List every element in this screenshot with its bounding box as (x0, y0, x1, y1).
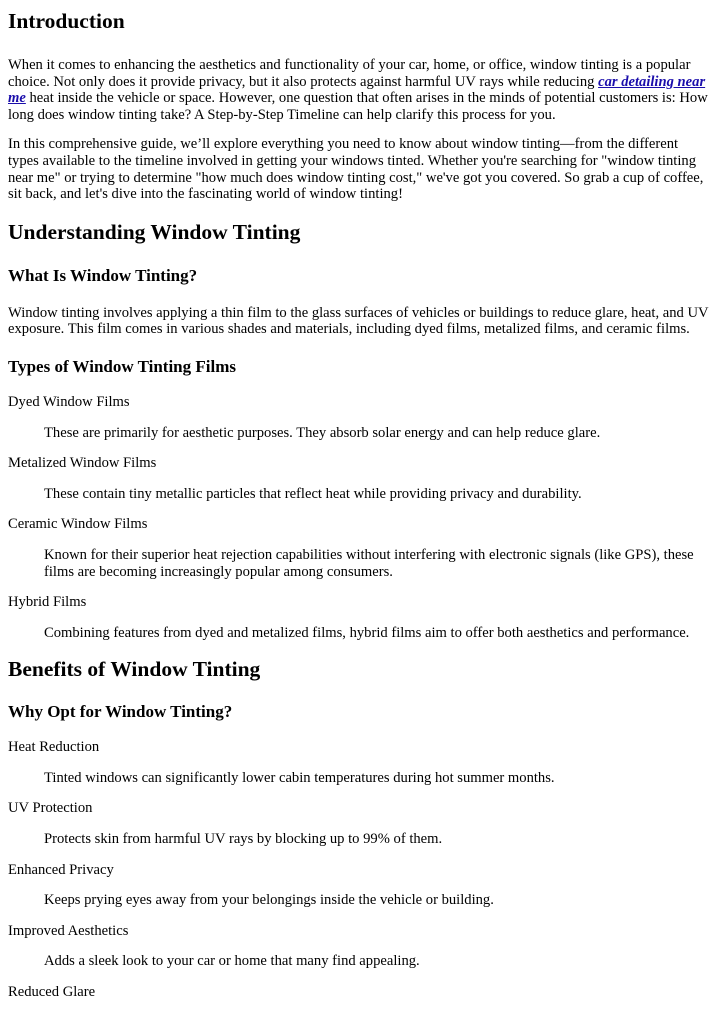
intro-text-after-link: heat inside the vehicle or space. However, one question that often arises in the minds of potential customers is: How long does window tinting take? A Step-by-Step Timeline can help clarify this process for you. (8, 90, 708, 123)
list-item (8, 862, 712, 909)
subheading-types: Types of Window Tinting Films (8, 356, 236, 376)
intro-text-before-link: When it comes to enhancing the aesthetics and functionality of your car, home, or office, window tinting is a popular choice. Not only does it provide privacy, but it also protects against harmful UV rays while reducing (8, 57, 691, 90)
type-term: Dyed Window Films (8, 393, 130, 410)
benefit-term: Improved Aesthetics (8, 922, 129, 939)
intro-paragraph-1 (8, 57, 712, 123)
type-description: Known for their superior heat rejection capabilities without interfering with electronic signals (like GPS), these films are becoming increasingly popular among consumers. (44, 546, 694, 580)
benefit-description: Protects skin from harmful UV rays by blocking up to 99% of them. (44, 831, 443, 848)
benefit-term: Reduced Glare (8, 984, 96, 1001)
benefit-term: UV Protection (8, 800, 93, 817)
list-item (8, 800, 712, 847)
list-item (8, 739, 712, 786)
what-is-paragraph: Window tinting involves applying a thin film to the glass surfaces of vehicles or buildings to reduce glare, heat, and UV exposure. This film comes in various shades and materials, including dyed films, metalized films, and ceramic films. (8, 304, 709, 338)
list-item (8, 923, 712, 970)
type-term: Metalized Window Films (8, 455, 157, 472)
benefit-description: Adds a sleek look to your car or home that many find appealing. (44, 953, 420, 970)
article (0, 9, 720, 1001)
list-item (8, 455, 712, 502)
benefit-description: Keeps prying eyes away from your belongings inside the vehicle or building. (44, 892, 494, 909)
type-description: These are primarily for aesthetic purposes. They absorb solar energy and can help reduce glare. (44, 424, 601, 441)
benefits-list (8, 739, 712, 1000)
section-heading-introduction: Introduction (8, 9, 125, 33)
type-term: Hybrid Films (8, 594, 87, 611)
intro-paragraph-2: In this comprehensive guide, we’ll explore everything you need to know about window tinting—from the different types available to the timeline involved in getting your windows tinted. Whether you're searching for "window tinting near me" or trying to determine "how much does window tinting cost," we've got you covered. So grab a cup of coffee, sit back, and let's dive into the fascinating world of window tinting! (8, 136, 704, 203)
benefit-description: Tinted windows can significantly lower cabin temperatures during hot summer months. (44, 769, 555, 786)
section-heading-understanding: Understanding Window Tinting (8, 219, 301, 244)
types-list (8, 394, 712, 641)
list-item (8, 394, 712, 441)
subheading-why-opt: Why Opt for Window Tinting? (8, 702, 233, 722)
list-item (8, 594, 712, 641)
type-term: Ceramic Window Films (8, 516, 148, 533)
section-heading-benefits: Benefits of Window Tinting (8, 657, 261, 682)
benefit-term: Enhanced Privacy (8, 861, 114, 878)
car-detailing-link[interactable]: car detailing near me (8, 73, 706, 107)
list-item (8, 516, 712, 580)
type-description: These contain tiny metallic particles that reflect heat while providing privacy and durability. (44, 485, 582, 502)
list-item (8, 984, 712, 1001)
type-description: Combining features from dyed and metalized films, hybrid films aim to offer both aesthetics and performance. (44, 624, 690, 641)
benefit-term: Heat Reduction (8, 739, 100, 756)
subheading-what-is: What Is Window Tinting? (8, 265, 198, 285)
